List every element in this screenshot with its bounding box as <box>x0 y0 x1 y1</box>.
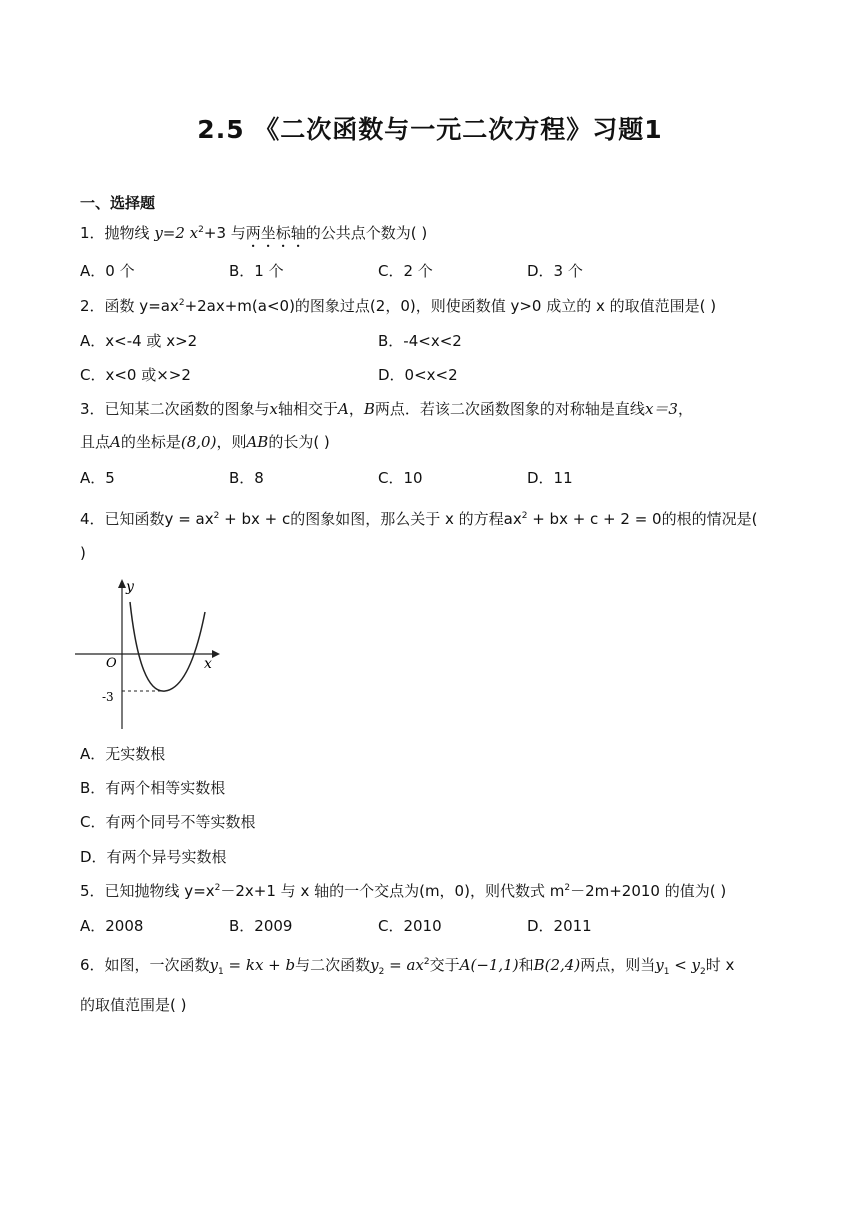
q3-math-a: A <box>338 400 349 418</box>
q2-sup: 2 <box>178 298 185 308</box>
q5-option-a: A．2008 <box>80 917 144 935</box>
q6-math-ineq-y2: < y <box>669 956 701 974</box>
y-axis-label: y <box>126 579 134 595</box>
q6-text-f: 时 x <box>705 956 735 974</box>
q2-text-a: 2．函数 y=ax <box>80 297 179 315</box>
q3-math-x: x <box>269 400 279 418</box>
q4-eq-sup: 2 <box>521 511 528 521</box>
q3-l2-text-a: 且点 <box>80 433 111 451</box>
q6-sub-1: 1 <box>218 967 224 977</box>
q6-text-b: 与二次函数 <box>295 956 371 974</box>
q4-option-a: A．无实数根 <box>80 745 166 763</box>
q3-l2-text-c: ，则 <box>216 433 247 451</box>
x-axis-arrow-icon <box>212 650 220 658</box>
q3-text-b: 轴相交于 <box>278 400 339 418</box>
q3-text-e: ， <box>677 400 693 418</box>
q6-math-y1: y <box>209 956 219 974</box>
parabola-curve <box>130 602 205 691</box>
q6-math-y2: y <box>370 956 379 974</box>
question-4-line-2: ) <box>80 544 86 562</box>
q6-math-quadratic: = ax <box>384 956 424 974</box>
q2-option-b: B．-4<x<2 <box>378 332 462 350</box>
q6-text-c: 交于 <box>429 956 460 974</box>
q3-l2-text-b: 的坐标是 <box>120 433 181 451</box>
q6-ineq-sub-1: 1 <box>663 967 670 977</box>
q1-sup: 2 <box>198 225 204 235</box>
q4-parabola-figure <box>70 574 230 734</box>
q5-option-d: D．2011 <box>527 917 592 935</box>
q5-text-a: 5．已知抛物线 y=x <box>80 882 215 900</box>
question-4-line-1 <box>80 508 757 529</box>
q6-math-ineq-y1: y <box>655 956 664 974</box>
q3-option-c: C．10 <box>378 469 423 487</box>
q3-l2-math-point: (8,0) <box>180 433 217 451</box>
q1-text-c: 的公共点个数为( ) <box>305 224 428 242</box>
q6-math-linear: = kx + b <box>223 956 296 974</box>
q3-l2-math-a: A <box>110 433 121 451</box>
q4-option-b: B．有两个相等实数根 <box>80 779 226 797</box>
q6-math-point-b: B(2,4) <box>533 956 581 974</box>
q3-l2-math-ab: AB <box>246 433 269 451</box>
q4-text-a: 4．已知函数 <box>80 510 165 528</box>
q6-math-point-a: A(−1,1) <box>459 956 519 974</box>
q3-text-a: 3．已知某二次函数的图象与 <box>80 400 270 418</box>
question-5-stem <box>80 880 726 901</box>
q4-option-d: D．有两个异号实数根 <box>80 848 227 866</box>
q4-sup: 2 <box>213 511 220 521</box>
q1-option-a: A．0 个 <box>80 262 135 280</box>
q3-l2-text-d: 的长为( ) <box>268 433 330 451</box>
q5-sup2: 2 <box>564 883 571 893</box>
q6-text-d: 和 <box>518 956 534 974</box>
y-axis-arrow-icon <box>118 579 126 588</box>
q3-math-b: B <box>363 400 375 418</box>
document-title: 2.5 《二次函数与一元二次方程》习题1 <box>197 115 663 144</box>
q4-text-b: 的图象如图，那么关于 x 的方程 <box>290 510 504 528</box>
q4-math-f2: + bx + c <box>219 510 291 528</box>
question-3-line-1 <box>80 398 693 419</box>
q4-math-eq2: + bx + c + 2 = 0 <box>527 510 662 528</box>
q6-text-a: 6．如图，一次函数 <box>80 956 210 974</box>
q1-option-b: B．1 个 <box>229 262 284 280</box>
q3-option-d: D．11 <box>527 469 573 487</box>
q2-option-c: C．x<0 或×>2 <box>80 366 191 384</box>
question-1-stem <box>80 222 427 251</box>
question-6-line-2: 的取值范围是( ) <box>80 996 187 1014</box>
question-2-stem <box>80 295 716 316</box>
origin-label: O <box>106 656 117 671</box>
q1-text-b: +3 与 <box>203 224 246 242</box>
q1-text-a: 1．抛物线 <box>80 224 155 242</box>
q5-text-b: －2x+1 与 x 轴的一个交点为(m，0)，则代数式 m <box>220 882 565 900</box>
q5-text-c: －2m+2010 的值为( ) <box>570 882 727 900</box>
q3-text-c: ， <box>348 400 364 418</box>
q3-option-a: A．5 <box>80 469 115 487</box>
q2-option-a: A．x<-4 或 x>2 <box>80 332 198 350</box>
q4-math-eq: ax <box>503 510 522 528</box>
q6-sup: 2 <box>423 957 430 967</box>
question-6-line-1 <box>80 954 734 977</box>
q3-math-axis: x＝3 <box>644 400 678 418</box>
question-3-line-2 <box>80 431 330 452</box>
minimum-value-label: -3 <box>102 690 114 704</box>
q1-emphasized-text: 两坐标轴 <box>245 224 306 242</box>
q2-text-b: +2ax+m(a<0)的图象过点(2，0)，则使函数值 y>0 成立的 x 的取值范围是( ) <box>184 297 717 315</box>
q5-sup: 2 <box>214 883 221 893</box>
q4-text-c: 的根的情况是( <box>661 510 758 528</box>
q6-text-e: 两点，则当 <box>580 956 656 974</box>
q1-option-c: C．2 个 <box>378 262 433 280</box>
q2-option-d: D．0<x<2 <box>378 366 458 384</box>
q3-option-b: B．8 <box>229 469 264 487</box>
q4-math-f: y = ax <box>164 510 214 528</box>
q4-option-c: C．有两个同号不等实数根 <box>80 813 256 831</box>
q5-option-c: C．2010 <box>378 917 442 935</box>
q3-text-d: 两点．若该二次函数图象的对称轴是直线 <box>374 400 645 418</box>
q6-ineq-sub-2: 2 <box>700 967 706 977</box>
q6-sub-2: 2 <box>378 967 385 977</box>
q1-option-d: D．3 个 <box>527 262 583 280</box>
q5-option-b: B．2009 <box>229 917 293 935</box>
section-heading: 一、选择题 <box>80 194 156 212</box>
x-axis-label: x <box>204 656 212 672</box>
q1-math: y=2 x <box>154 224 199 242</box>
